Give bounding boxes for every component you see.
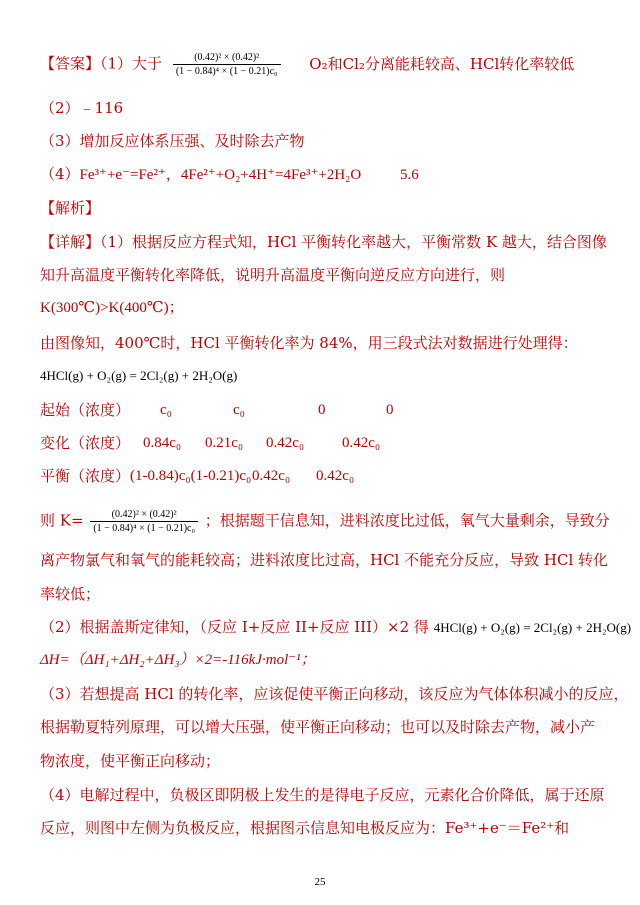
k-expression-line [40, 508, 610, 535]
answer-part-4-value: 5.6 [400, 167, 419, 183]
answer-part-4-prefix: （4） [40, 165, 80, 183]
cell-h2o: 0.42c₀ [316, 468, 355, 484]
cell-hcl: 0.84c₀ [143, 435, 182, 451]
detail-text-1: （1）根据反应方程式知，HCl 平衡转化率越大，平衡常数 K 越大，结合图像 [100, 233, 607, 251]
answer-line-4 [40, 164, 419, 185]
k-prefix: 则 K= [40, 511, 84, 530]
table-row-equilibrium [40, 466, 600, 486]
answer-line-3: （3）增加反应体系压强、及时除去产物 [40, 132, 305, 150]
answer-tag: 【答案】 [40, 54, 101, 73]
cell-cl2: 0.42c₀ [266, 435, 305, 451]
cell-cl2: 0 [318, 402, 326, 418]
detail-3-line-2: 根据勒夏特列原理，可以增大压强，使平衡正向移动；也可以及时除去产物，减小产 [40, 718, 596, 736]
k-line-2: 离产物氯气和氧气的能耗较高；进料浓度比过高，HCl 不能充分反应，导致 HCl 转化 [40, 551, 609, 569]
detail-4-line-1: （4）电解过程中，负极区即阴极上发生的是得电子反应，元素化合价降低，属于还原 [40, 786, 605, 804]
page-number: 25 [314, 876, 326, 888]
table-row-change [40, 433, 600, 453]
answer-part-1-prefix: （1）大于 [100, 54, 163, 73]
answer-line-2: （2）﹣116 [40, 99, 124, 117]
detail-line-2: 知升高温度平衡转化率降低，说明升高温度平衡向逆反应方向进行，则 [40, 266, 506, 284]
row-label: 起始（浓度） [40, 401, 131, 419]
row-label: 平衡（浓度） [40, 467, 131, 485]
k-suffix: ；根据题干信息知，进料浓度比过低，氧气大量剩余，导致分 [204, 511, 610, 530]
cell-o2: 0.21c₀ [205, 435, 244, 451]
cell-h2o: 0 [386, 402, 394, 418]
analysis-tag: 【解析】 [40, 199, 101, 217]
cell-hcl-o2: (1-0.84)c₀(1-0.21)c₀ [130, 468, 252, 484]
k-fraction-denominator: (1 − 0.84)⁴ × (1 − 0.21)c₀ [175, 66, 278, 77]
cell-cl2: 0.42c₀ [252, 468, 291, 484]
detail-line-1 [40, 232, 607, 252]
detail-3-line-3: 物浓度，使平衡正向移动； [40, 752, 221, 770]
answer-part-1-suffix: O₂和Cl₂分离能耗较高、HCl转化率较低 [309, 54, 575, 73]
cell-h2o: 0.42c₀ [342, 435, 381, 451]
table-row-initial [40, 400, 600, 420]
k-fraction-numerator: (0.42)² × (0.42)² [90, 508, 198, 522]
detail-line-3: K(300℃)>K(400℃)； [40, 300, 184, 316]
delta-h-line: ΔH=（ΔH₁+ΔH₂+ΔH₃）×2=-116kJ·mol⁻¹； [40, 652, 316, 668]
answer-part-4-equations: Fe³⁺+e⁻=Fe²⁺，4Fe²⁺+O₂+4H⁺=4Fe³⁺+2H₂O [79, 167, 362, 183]
k-fraction-denominator: (1 − 0.84)⁴ × (1 − 0.21)c₀ [93, 523, 195, 534]
cell-hcl: c₀ [160, 402, 172, 418]
detail-tag: 【详解】 [40, 233, 101, 251]
k-fraction [173, 51, 281, 78]
k-line-3: 率较低； [40, 585, 101, 603]
reaction-equation: 4HCl(g) + O₂(g) = 2Cl₂(g) + 2H₂O(g) [40, 368, 238, 383]
detail-3-line-1: （3）若想提高 HCl 的转化率，应该促使平衡正向移动，该反应为气体体积减小的反应， [40, 685, 629, 703]
k-fraction-analysis [90, 508, 198, 535]
hess-equation: 4HCl(g) + O₂(g) = 2Cl₂(g) + 2H₂O(g) [433, 620, 632, 635]
row-label: 变化（浓度） [40, 434, 131, 452]
cell-o2: c₀ [233, 402, 245, 418]
detail-2-line-1 [40, 617, 631, 638]
detail-line-4: 由图像知，400℃时，HCl 平衡转化率为 84%，用三段式法对数据进行处理得： [40, 334, 578, 352]
k-fraction-numerator: (0.42)² × (0.42)² [173, 51, 281, 65]
detail-4-line-2: 反应，则图中左侧为负极反应，根据图示信息知电极反应为：Fe³⁺+e⁻＝Fe²⁺和 [40, 819, 570, 837]
hess-law-text: （2）根据盖斯定律知，（反应 I+反应 II+反应 III）×2 得 [40, 618, 429, 636]
answer-line-1 [40, 51, 574, 78]
